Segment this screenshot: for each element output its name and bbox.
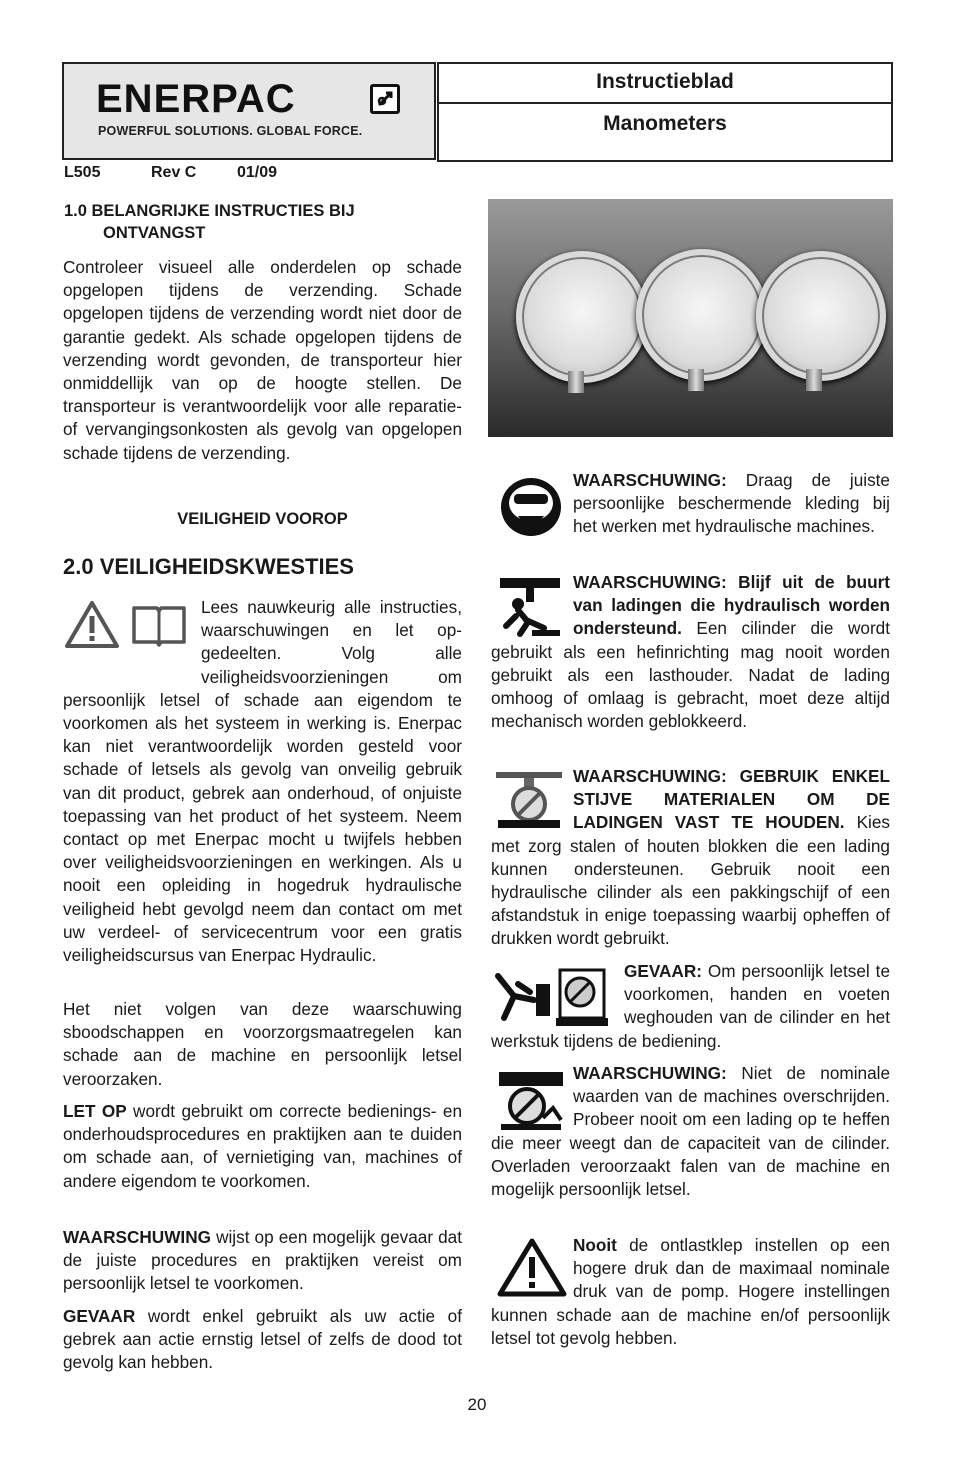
letop-paragraph [63,1100,462,1193]
page-title: Instructieblad [596,70,734,93]
section2-heading: 2.0 VEILIGHEIDSKWESTIES [63,554,354,579]
w3-bold: WAARSCHUWING: GEBRUIK ENKEL STIJVE MATERIALEN OM DE LADINGEN VAST TE HOUDEN. [573,766,890,833]
w1-text: Draag de juiste persoonlijke beschermende kleding bij het werken met hydraulische machines. [573,470,890,537]
warning-ppe [491,469,890,539]
gauge-stem-2 [688,369,704,391]
w2-text: Een cilinder die wordt gebruikt als een hefinrichting mag nooit worden gebruikt als een lasthouder. Nadat de lading omhoog of omlaag is gebracht, moet deze altijd mechanisch worden geblokkeerd. [491,618,891,732]
page-subtitle: Manometers [603,112,727,135]
warning-supported-loads [491,571,890,733]
relief-valve-warning [491,1234,890,1350]
danger-definition [63,1305,462,1375]
doc-code: L505 [64,164,101,181]
failure-paragraph: Het niet volgen van deze waarschuwing sboodschappen en voorzorgsmaatregelen kan schade aan de machine en persoonlijk letsel veroorzaken. [63,999,462,1089]
title-divider [437,102,893,104]
n1-label: Nooit [573,1235,617,1255]
w3-text: Kies met zorg stalen of houten blokken die een lading kunnen ondersteunen. Gebruik nooit een hydraulische cilinder als een pakkingschijf of een afstandstuk in enige toepassing waarbij opheffen of drukken wordt gebruikt. [491,812,890,949]
warning-text: wijst op een mogelijk gevaar dat de juiste procedures en praktijken vereist om persoonlijk letsel te voorkomen. [63,1227,463,1294]
warning-rigid-materials [491,765,890,951]
section1-heading-line1: 1.0 BELANGRIJKE INSTRUCTIES BIJ [64,202,355,220]
w1-label: WAARSCHUWING: [573,470,727,490]
w4-label: WAARSCHUWING: [573,1063,727,1083]
tagline: POWERFUL SOLUTIONS. GLOBAL FORCE. [98,124,363,138]
w2-bold: WAARSCHUWING: Blijf uit de buurt van ladingen die hydraulisch worden ondersteund. [573,572,890,639]
section1-heading-line2: ONTVANGST [103,224,206,242]
warning-definition [63,1226,462,1296]
warning-label: WAARSCHUWING [63,1227,211,1247]
warning-overload [491,1062,890,1201]
section2-text [63,596,462,967]
danger-label: GEVAAR [63,1306,136,1326]
d1-label: GEVAAR: [624,961,702,981]
d1-text: Om persoonlijk letsel te voorkomen, handen en voeten weghouden van de cilinder en het werkstuk tijdens de bediening. [491,961,890,1051]
page-number: 20 [467,1395,487,1414]
danger-hands-feet [491,960,890,1053]
gauge-stem-3 [806,369,822,391]
safety-first: VEILIGHEID VOOROP [177,510,348,528]
enerpac-logo: ENERPAC [96,77,296,121]
danger-text: wordt enkel gebruikt als uw actie of gebrek aan actie ernstig letsel of zelfs de dood tot gevolg kan hebben. [63,1306,462,1373]
section1-text: Controleer visueel alle onderdelen op schade opgelopen tijdens de verzending. Schade opgelopen tijdens de verzending wordt niet door de garantie gedekt. Als schade opgelopen tijdens de verzending wordt gevonden, de transporteur hier onmiddellijk van op de hoogte stellen. De transporteur is verantwoordelijk voor alle reparatie- of vervangingsonkosten als gevolg van opgelopen schade tijdens de verzending. [63,257,462,463]
section2-body: Lees nauwkeurig alle instructies, waarschuwingen en let op-gedeelten. Volg alle veiligheidsvoorzieningen om persoonlijk letsel of schade aan eigendom te voorkomen als het systeem in werking is. Enerpac kan niet verantwoordelijk worden gesteld voor schade of letsels als gevolg van onveilig gebruik van dit product, gebrek aan onderhoud, of onjuiste toepassing van het product of het systeem. Neem contact op met Enerpac mocht u twijfels hebben over veiligheidsvoorzieningen en werkingen. Als u nooit een opleiding in hogedruk hydraulische veiligheid hebt gevolgd neem dan contact om met uw verdeel- of servicecentrum voor een gratis veiligheidscursus van Enerpac Hydraulic. [63,597,462,966]
letop-label: LET OP [63,1101,127,1121]
gauge-image-1 [516,251,648,383]
gauge-image-3 [756,251,886,381]
enerpac-logo-mark-icon [370,84,400,114]
gauges-photo [488,199,893,437]
doc-date: 01/09 [237,164,278,181]
doc-rev: Rev C [151,164,197,181]
gauge-stem-1 [568,371,584,393]
n1-text: de ontlastklep instellen op een hogere druk dan de maximaal nominale druk van de pomp. Hogere instellingen kunnen schade aan de machine en/of persoonlijk letsel tot gevolg hebben. [491,1235,890,1348]
w4-text: Niet de nominale waarden van de machines overschrijden. Probeer nooit om een lading op te heffen die meer weegt dan de capaciteit van de cilinder. Overladen veroorzaakt falen van de machine en mogelijk persoonlijk letsel. [491,1063,891,1200]
letop-text: wordt gebruikt om correcte bedienings- en onderhoudsprocedures en praktijken aan te duiden om schade aan, of vernietiging van, machines of andere eigendom te voorkomen. [63,1101,463,1191]
gauge-image-2 [636,249,768,381]
